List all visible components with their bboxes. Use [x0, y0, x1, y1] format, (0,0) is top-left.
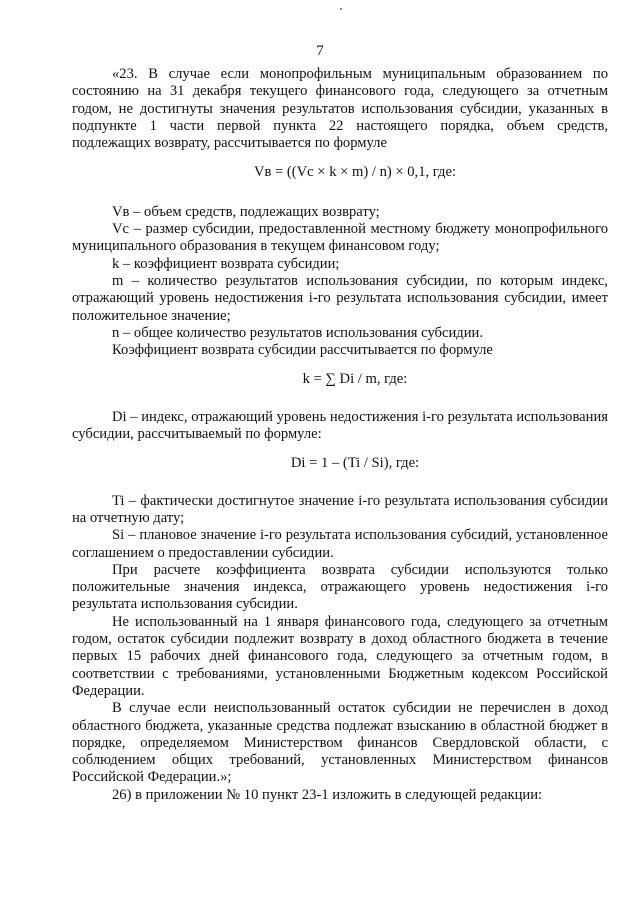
definition-di: Di – индекс, отражающий уровень недостижения i-го результата использования субсидии, рассчитываемый по формуле:: [72, 408, 608, 443]
document-body: [72, 66, 608, 804]
definition-k: k – коэффициент возврата субсидии;: [112, 255, 340, 272]
definition-ti: Ti – фактически достигнутое значение i-го результата использования субсидии на отчетную дату;: [72, 492, 608, 526]
coefficient-intro: Коэффициент возврата субсидии рассчитывается по формуле: [112, 342, 493, 359]
formula-index: Di = 1 – (Ti / Si), где:: [290, 455, 420, 472]
definition-n: n – общее количество результатов использования субсидии.: [112, 324, 483, 341]
scan-speck: [340, 8, 342, 10]
paragraph-unused-balance: Не использованный на 1 января финансового года, следующего за отчетным годом, остаток субсидии подлежит возврату в доход областного бюджета в течение первых 15 рабочих дней финансового года, следующего за отчетным годом, в соответствии с требованиями, установленными Бюджетным кодексом Российской Федерации.: [72, 613, 608, 699]
formula-coefficient: k = ∑ Di / m, где:: [302, 371, 408, 388]
page-number: 7: [316, 43, 324, 59]
paragraph-recovery: В случае если неиспользованный остаток субсидии не перечислен в доход областного бюджета, указанные средства подлежат взысканию в областной бюджет в порядке, определяемом Министерством финансов Свердловской области, с соблюдением общих требований, установленных Министерством финансов Российской Федерации.»;: [72, 700, 608, 786]
definition-si: Si – плановое значение i-го результата использования субсидий, установленное соглашением о предоставлении субсидии.: [72, 527, 608, 561]
formula-return-volume: Vв = ((Vс × k × m) / n) × 0,1, где:: [253, 164, 457, 181]
definition-m: m – количество результатов использования субсидии, по которым индекс, отражающий уровень недостижения i-го результата использования субсидии, имеет положительное значение;: [72, 272, 608, 324]
paragraph-appendix-10: 26) в приложении № 10 пункт 23-1 изложить в следующей редакции:: [112, 786, 543, 803]
paragraph-23-intro: «23. В случае если монопрофильным муниципальным образованием по состоянию на 31 декабря текущего финансового года, следующего за отчетным годом, не достигнуты значения результатов использования субсидии, указанных в подпункте 1 части первой пункта 22 настоящего порядка, объем средств, подлежащих возврату, рассчитывается по формуле: [72, 66, 608, 152]
paragraph-positive-values: При расчете коэффициента возврата субсидии используются только положительные значения индекса, отражающего уровень недостижения i-го результата использования субсидии.: [72, 561, 608, 613]
definition-vv: Vв – объем средств, подлежащих возврату;: [112, 203, 380, 220]
definition-vs: Vс – размер субсидии, предоставленной местному бюджету монопрофильного муниципального образования в текущем финансовом году;: [72, 221, 608, 255]
